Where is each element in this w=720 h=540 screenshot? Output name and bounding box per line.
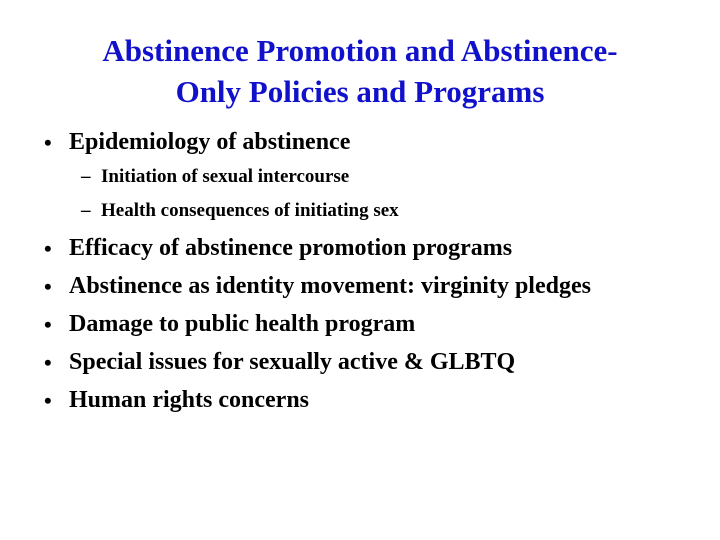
bullet-marker: • [44, 350, 52, 375]
sub-bullet-text: Initiation of sexual intercourse [101, 166, 350, 187]
bullet-item [0, 127, 720, 158]
slide-title [20, 30, 700, 112]
bullet-item [0, 385, 720, 416]
bullet-marker: • [44, 274, 52, 299]
bullet-item [0, 233, 720, 264]
bullet-text: Abstinence as identity movement: virginity pledges [69, 273, 591, 299]
slide-title-line-1: Abstinence Promotion and Abstinence- [102, 33, 618, 68]
bullet-item [0, 271, 720, 302]
sub-bullet-list [0, 165, 720, 223]
bullet-item [0, 309, 720, 340]
bullet-marker: • [44, 312, 52, 337]
sub-bullet-item [0, 199, 720, 223]
bullet-text: Efficacy of abstinence promotion programs [69, 235, 513, 261]
bullet-text: Human rights concerns [69, 387, 309, 413]
sub-bullet-marker: – [81, 200, 91, 221]
bullet-list [0, 127, 720, 423]
slide-title-line-2: Only Policies and Programs [175, 74, 545, 109]
bullet-marker: • [44, 130, 52, 155]
bullet-marker: • [44, 236, 52, 261]
bullet-marker: • [44, 388, 52, 413]
sub-bullet-item [0, 165, 720, 189]
bullet-text: Special issues for sexually active & GLBTQ [69, 349, 516, 375]
sub-bullet-text: Health consequences of initiating sex [101, 200, 399, 221]
bullet-text: Epidemiology of abstinence [69, 129, 351, 155]
sub-bullet-marker: – [81, 166, 91, 187]
bullet-item [0, 347, 720, 378]
bullet-text: Damage to public health program [69, 311, 416, 337]
